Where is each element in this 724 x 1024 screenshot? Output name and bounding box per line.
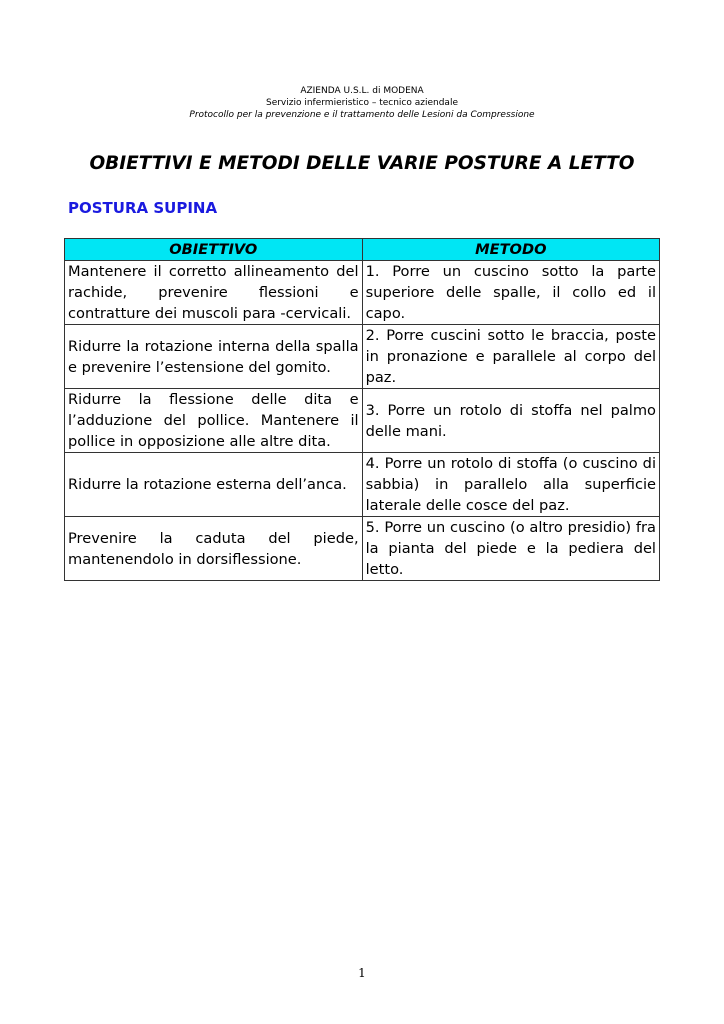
metodo-cell: 2. Porre cuscini sotto le braccia, poste in pronazione e parallele al corpo del paz. — [362, 325, 659, 389]
table-row — [65, 261, 660, 325]
obiettivo-cell: Ridurre la flessione delle dita e l’adduzione del pollice. Mantenere il pollice in opposizione alle altre dita. — [65, 389, 363, 453]
table-row — [65, 325, 660, 389]
obiettivo-cell: Ridurre la rotazione esterna dell’anca. — [65, 453, 363, 517]
column-header-obiettivo: OBIETTIVO — [65, 239, 363, 261]
column-header-metodo: METODO — [362, 239, 659, 261]
table-header-row — [65, 239, 660, 261]
page-number: 1 — [358, 966, 366, 980]
table-row — [65, 517, 660, 581]
obiettivo-cell: Ridurre la rotazione interna della spalla e prevenire l’estensione del gomito. — [65, 325, 363, 389]
document-header — [0, 85, 724, 121]
page-title: OBIETTIVI E METODI DELLE VARIE POSTURE A LETTO — [89, 153, 635, 174]
metodo-cell: 3. Porre un rotolo di stoffa nel palmo delle mani. — [362, 389, 659, 453]
obiettivo-cell: Mantenere il corretto allineamento del rachide, prevenire flessioni e contratture dei muscoli para -cervicali. — [65, 261, 363, 325]
obiettivo-cell: Prevenire la caduta del piede, mantenendolo in dorsiflessione. — [65, 517, 363, 581]
metodo-cell: 1. Porre un cuscino sotto la parte superiore delle spalle, il collo ed il capo. — [362, 261, 659, 325]
table-row — [65, 453, 660, 517]
metodo-cell: 5. Porre un cuscino (o altro presidio) fra la pianta del piede e la pediera del letto. — [362, 517, 659, 581]
header-protocol: Protocollo per la prevenzione e il trattamento delle Lesioni da Compressione — [189, 110, 535, 120]
header-department: Servizio infermieristico – tecnico aziendale — [265, 98, 458, 108]
table-row — [65, 389, 660, 453]
posture-table — [64, 238, 660, 581]
metodo-cell: 4. Porre un rotolo di stoffa (o cuscino di sabbia) in parallelo alla superficie laterale delle cosce del paz. — [362, 453, 659, 517]
header-organization: AZIENDA U.S.L. di MODENA — [300, 86, 424, 96]
section-title: POSTURA SUPINA — [68, 199, 218, 217]
